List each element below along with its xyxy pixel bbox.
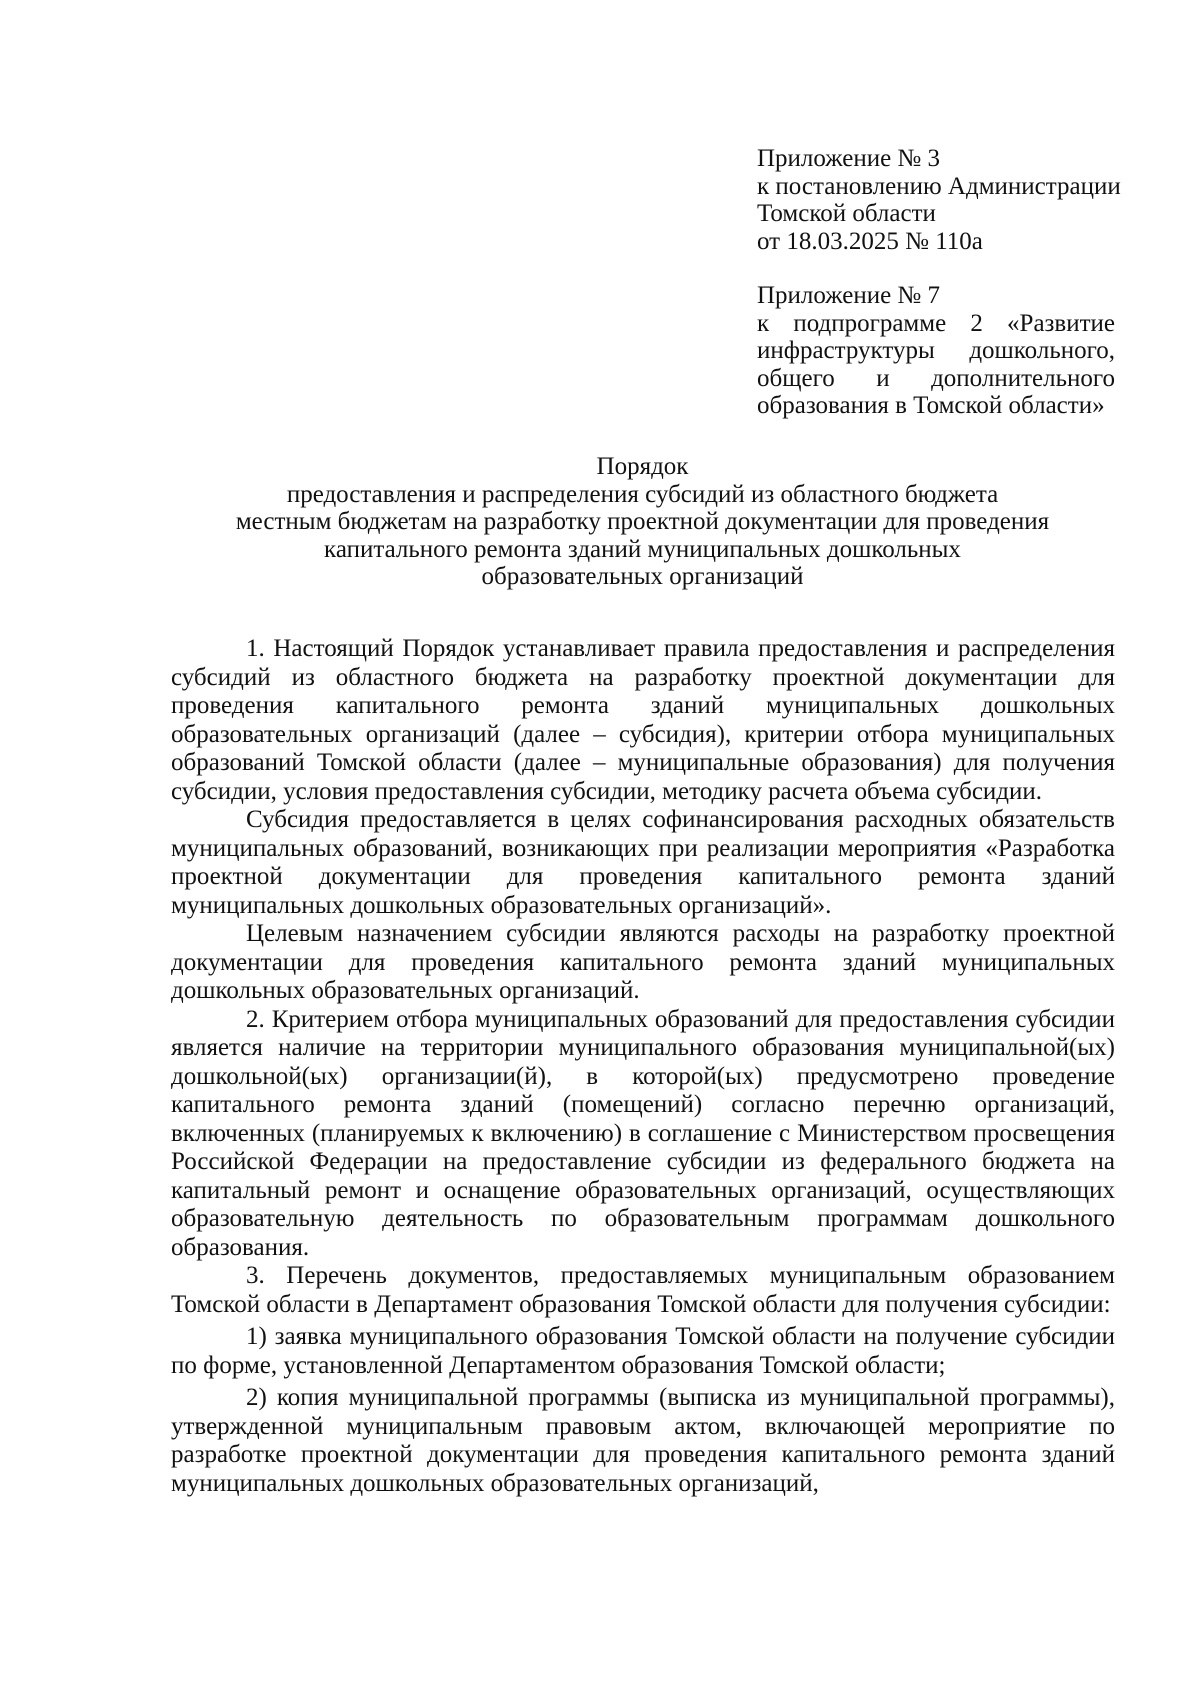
- title-line: Порядок: [596, 453, 689, 480]
- list-item-1: 1) заявка муниципального образования Томской области на получение субсидии по форме, установленной Департаментом образования Томской области;: [171, 1323, 1115, 1379]
- paragraph-1: 1. Настоящий Порядок устанавливает правила предоставления и распределения субсидий из областного бюджета на разработку проектной документации для проведения капитального ремонта зданий муниципальных дошкольных образовательных организаций (далее – субсидия), критерии отбора муниципальных образований Томской области (далее – муниципальные образования) для получения субсидии, условия предоставления субсидии, методику расчета объема субсидии.: [171, 635, 1115, 805]
- title-line: образовательных организаций: [481, 563, 804, 590]
- annex-3-header: [757, 145, 1121, 255]
- title-line: местным бюджетам на разработку проектной документации для проведения: [235, 508, 1050, 535]
- annex-7-title: Приложение № 7: [757, 282, 941, 309]
- paragraph-3-documents: 3. Перечень документов, предоставляемых муниципальным образованием Томской области в Департамент образования Томской области для получения субсидии:: [171, 1262, 1115, 1318]
- title-line: капитального ремонта зданий муниципальных дошкольных: [324, 535, 961, 563]
- document-body: [171, 635, 1115, 1498]
- annex-7-line: общего и дополнительного: [757, 364, 1115, 392]
- list-item-2: 2) копия муниципальной программы (выписка из муниципальной программы), утвержденной муниципальным правовым актом, включающей мероприятие по разработке проектной документации для проведения капитального ремонта зданий муниципальных дошкольных образовательных организаций,: [171, 1384, 1115, 1497]
- paragraph-subsidy-purpose: Субсидия предоставляется в целях софинансирования расходных обязательств муниципальных образований, возникающих при реализации мероприятия «Разработка проектной документации для проведения капитального ремонта зданий муниципальных дошкольных образовательных организаций».: [171, 806, 1115, 919]
- annex-7-header: [757, 282, 1115, 420]
- annex-3-line: Томской области: [757, 200, 936, 227]
- paragraph-target-use: Целевым назначением субсидии являются расходы на разработку проектной документации для проведения капитального ремонта зданий муниципальных дошкольных образовательных организаций.: [171, 920, 1115, 1004]
- title-line: предоставления и распределения субсидий из областного бюджета: [286, 480, 999, 508]
- annex-3-line: от 18.03.2025 № 110а: [757, 227, 983, 255]
- annex-7-line: инфраструктуры дошкольного,: [757, 337, 1115, 364]
- annex-3-line: к постановлению Администрации: [757, 172, 1121, 200]
- annex-7-line: к подпрограмме 2 «Развитие: [757, 309, 1115, 337]
- document-title: [170, 453, 1115, 591]
- annex-7-line: образования в Томской области»: [757, 392, 1105, 419]
- paragraph-2-criterion: 2. Критерием отбора муниципальных образований для предоставления субсидии является наличие на территории муниципального образования муниципальной(ых) дошкольной(ых) организации(й), в которой(ых) предусмотрено проведение капитального ремонта зданий (помещений) согласно перечню организаций, включенных (планируемых к включению) в соглашение с Министерством просвещения Российской Федерации на предоставление субсидии из федерального бюджета на капитальный ремонт и оснащение образовательных организаций, осуществляющих образовательную деятельность по образовательным программам дошкольного образования.: [171, 1005, 1115, 1261]
- annex-3-line: Приложение № 3: [757, 145, 941, 172]
